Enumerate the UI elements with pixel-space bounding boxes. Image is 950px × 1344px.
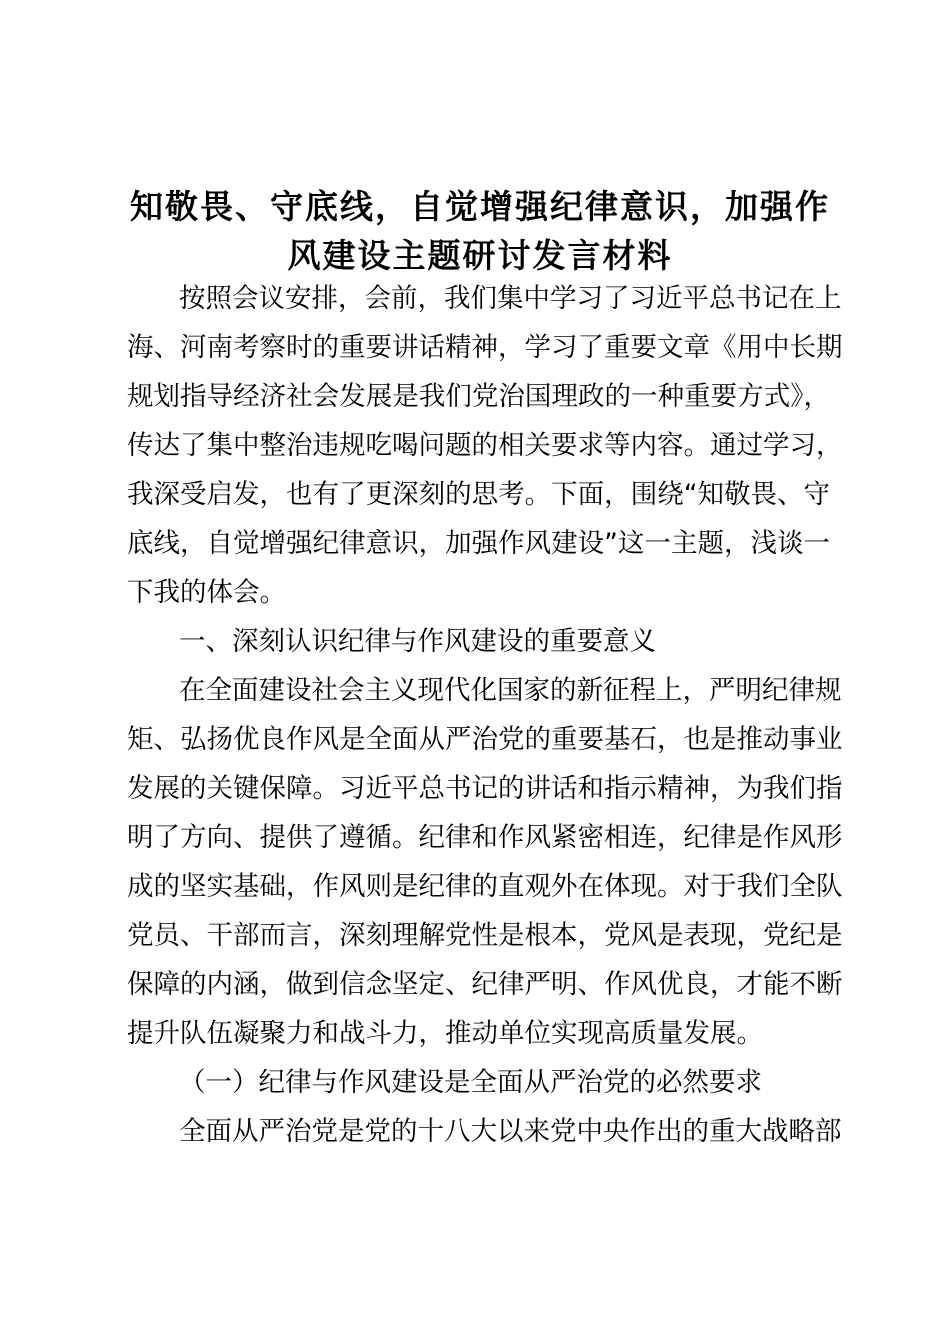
- paragraph-line: 海、河南考察时的重要讲话精神，学习了重要文章《用中长期: [127, 332, 843, 363]
- document-title-line-1: 知敬畏、守底线，自觉增强纪律意识，加强作: [130, 187, 830, 226]
- document-title-line-2: 风建设主题研讨发言材料: [287, 236, 673, 275]
- paragraph-line: 底线，自觉增强纪律意识，加强作风建设”这一主题，浅谈一: [127, 528, 830, 559]
- paragraph-line: 按照会议安排，会前，我们集中学习了习近平总书记在上: [179, 283, 842, 314]
- paragraph-line: 下我的体会。: [127, 577, 286, 608]
- paragraph-line: 全面从严治党是党的十八大以来党中央作出的重大战略部: [179, 1116, 842, 1147]
- paragraph-line: 提升队伍凝聚力和战斗力，推动单位实现高质量发展。: [127, 1018, 763, 1049]
- paragraph-line: 矩、弘扬优良作风是全面从严治党的重要基石，也是推动事业: [127, 724, 843, 755]
- paragraph-line: 党员、干部而言，深刻理解党性是根本，党风是表现，党纪是: [127, 920, 843, 951]
- paragraph-line: 我深受启发，也有了更深刻的思考。下面，围绕“知敬畏、守: [127, 479, 830, 510]
- paragraph-line: 成的坚实基础，作风则是纪律的直观外在体现。对于我们全队: [127, 871, 843, 902]
- paragraph-line: 在全面建设社会主义现代化国家的新征程上，严明纪律规: [179, 675, 842, 706]
- paragraph-line: 传达了集中整治违规吃喝问题的相关要求等内容。通过学习，: [127, 430, 843, 461]
- section-heading: 一、深刻认识纪律与作风建设的重要意义: [179, 626, 656, 657]
- paragraph-line: 发展的关键保障。习近平总书记的讲话和指示精神，为我们指: [127, 773, 843, 804]
- paragraph-line: 保障的内涵，做到信念坚定、纪律严明、作风优良，才能不断: [127, 969, 843, 1000]
- subsection-heading: （一）纪律与作风建设是全面从严治党的必然要求: [179, 1067, 762, 1098]
- paragraph-line: 明了方向、提供了遵循。纪律和作风紧密相连，纪律是作风形: [127, 822, 843, 853]
- paragraph-line: 规划指导经济社会发展是我们党治国理政的一种重要方式》，: [127, 381, 830, 412]
